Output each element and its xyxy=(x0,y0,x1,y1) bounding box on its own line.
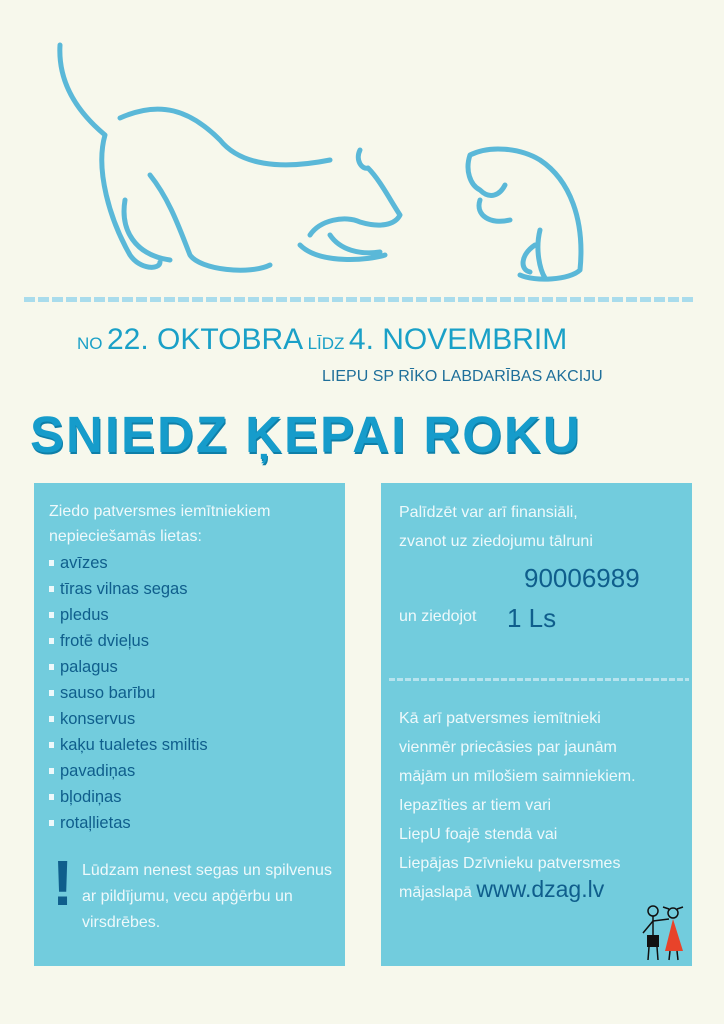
help-line-1: Palīdzēt var arī finansiāli, xyxy=(399,504,578,521)
list-item: palagus xyxy=(49,654,208,680)
bullet-icon xyxy=(49,664,54,670)
list-item: pledus xyxy=(49,602,208,628)
divider-dashed xyxy=(389,678,689,681)
donation-amount: 1 Ls xyxy=(507,603,557,633)
info-line: Liepājas Dzīvnieku patversmes xyxy=(399,855,621,872)
list-item: rotaļlietas xyxy=(49,810,208,836)
info-line: LiepU foajē stendā vai xyxy=(399,826,558,843)
date-end: 4. NOVEMBRIM xyxy=(348,323,568,356)
date-prefix: NO xyxy=(77,334,103,353)
date-start: 22. OKTOBRA xyxy=(106,323,304,356)
donation-items-panel xyxy=(34,483,345,966)
donate-label: un ziedojot xyxy=(399,608,477,625)
bullet-icon xyxy=(49,612,54,618)
bullet-icon xyxy=(49,742,54,748)
list-item: tīras vilnas segas xyxy=(49,576,208,602)
bullet-icon xyxy=(49,560,54,566)
dog-outline xyxy=(60,45,400,270)
list-item: frotē dvieļus xyxy=(49,628,208,654)
info-line-last: mājaslapā www.dzag.lv xyxy=(399,876,605,902)
list-item: sauso barību xyxy=(49,680,208,706)
financial-help-panel xyxy=(381,483,692,966)
subtitle: LIEPU SP RĪKO LABDARĪBAS AKCIJU xyxy=(322,368,603,385)
page-title: SNIEDZ ĶEPAI ROKU xyxy=(30,406,582,463)
bullet-icon xyxy=(49,638,54,644)
intro-text xyxy=(49,499,270,549)
list-item: bļodiņas xyxy=(49,784,208,810)
intro-line-1: Ziedo patversmes iemītniekiem xyxy=(49,503,271,520)
cat-outline xyxy=(468,149,581,279)
kids-logo-icon xyxy=(639,903,689,963)
date-mid: LĪDZ xyxy=(307,334,345,353)
exclamation-icon: ! xyxy=(52,847,74,919)
list-item: kaķu tualetes smiltis xyxy=(49,732,208,758)
intro-line-2: nepieciešamās lietas: xyxy=(49,528,202,545)
bullet-icon xyxy=(49,794,54,800)
help-line-2: zvanot uz ziedojumu tālruni xyxy=(399,533,593,550)
bullet-icon xyxy=(49,716,54,722)
info-line: mājām un mīlošiem saimniekiem. xyxy=(399,768,636,785)
phone-number: 90006989 xyxy=(524,563,640,593)
bullet-icon xyxy=(49,820,54,826)
list-item: konservus xyxy=(49,706,208,732)
bullet-icon xyxy=(49,768,54,774)
divider-dashed xyxy=(24,297,694,302)
info-line: vienmēr priecāsies par jaunām xyxy=(399,739,617,756)
website-link[interactable]: www.dzag.lv xyxy=(476,876,605,902)
info-line: Kā arī patversmes iemītnieki xyxy=(399,710,601,727)
items-list xyxy=(49,550,208,836)
dog-and-cat-illustration xyxy=(0,0,724,290)
list-item: avīzes xyxy=(49,550,208,576)
event-dates xyxy=(77,323,567,357)
info-line: Iepazīties ar tiem vari xyxy=(399,797,552,814)
list-item: pavadiņas xyxy=(49,758,208,784)
bullet-icon xyxy=(49,586,54,592)
bullet-icon xyxy=(49,690,54,696)
warning-text: Lūdzam nenest segas un spilvenus ar pildījumu, vecu apģērbu un virsdrēbes. xyxy=(82,862,332,931)
